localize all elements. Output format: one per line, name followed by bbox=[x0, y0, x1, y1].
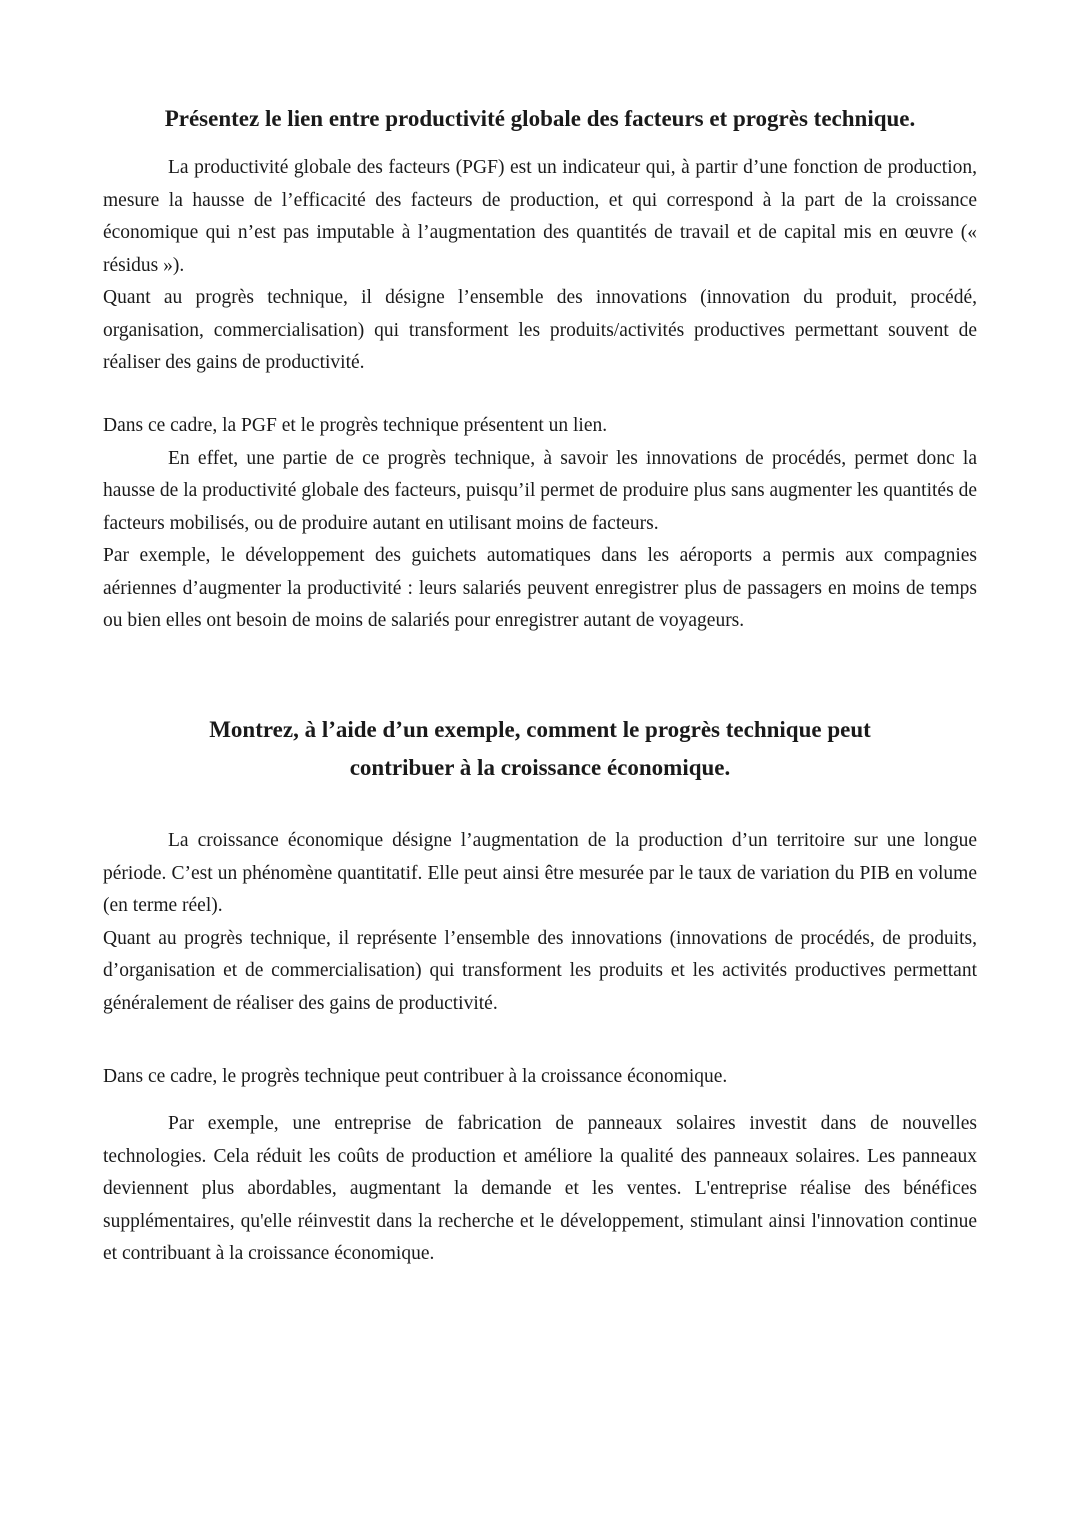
section1-paragraph-pgf: La productivité globale des facteurs (PGF) est un indicateur qui, à partir d’une fonction de production, mesure la hausse de l’efficacité des facteurs de production, et qui correspond à la part de la croissance économique qui n’est pas imputable à l’augmentation des quantités de travail et de capital mis en œuvre (« résidus »). bbox=[103, 157, 977, 276]
section2-paragraph-progres: Quant au progrès technique, il représente l’ensemble des innovations (innovations de procédés, de produits, d’organisation et de commercialisation) qui transforment les produits et les activités productives permettant généralement de réaliser des gains de productivité. bbox=[103, 927, 977, 1014]
section1-analysis bbox=[103, 410, 977, 638]
section1-definitions bbox=[103, 152, 977, 380]
section1-paragraph-progres: Quant au progrès technique, il désigne l’ensemble des innovations (innovation du produit, procédé, organisation, commercialisation) qui transforment les produits/activités productives permettant souvent de réaliser des gains de productivité. bbox=[103, 287, 977, 373]
section1-paragraph-explication: En effet, une partie de ce progrès technique, à savoir les innovations de procédés, permet donc la hausse de la productivité globale des facteurs, puisqu’il permet de produire plus sans augmenter les quantités de facteurs mobilisés, ou de produire autant en utilisant moins de facteurs. bbox=[103, 447, 977, 534]
section2-paragraph-exemple: Par exemple, une entreprise de fabrication de panneaux solaires investit dans de nouvelles technologies. Cela réduit les coûts de production et améliore la qualité des panneaux solaires. Les panneaux deviennent plus abordables, augmentant la demande et les ventes. L'entreprise réalise des bénéfices supplémentaires, qu'elle réinvestit dans la recherche et le développement, stimulant ainsi l'innovation continue et contribuant à la croissance économique. bbox=[103, 1113, 977, 1264]
section2-title-line1: Montrez, à l’aide d’un exemple, comment le progrès technique peut bbox=[209, 717, 871, 742]
section1-paragraph-exemple: Par exemple, le développement des guichets automatiques dans les aéroports a permis aux compagnies aériennes d’augmenter la productivité : leurs salariés peuvent enregistrer plus de passagers en moins de temps ou bien elles ont besoin de moins de salariés pour enregistrer autant de voyageurs. bbox=[103, 545, 977, 631]
section2-title-line2: contribuer à la croissance économique. bbox=[349, 755, 731, 780]
section2-analysis-intro bbox=[103, 1061, 977, 1094]
section2-example bbox=[103, 1108, 977, 1271]
section1-paragraph-lien: Dans ce cadre, la PGF et le progrès technique présentent un lien. bbox=[103, 415, 608, 436]
section2-title bbox=[103, 711, 977, 787]
section1-title: Présentez le lien entre productivité globale des facteurs et progrès technique. bbox=[164, 106, 916, 131]
section2-paragraph-croissance: La croissance économique désigne l’augmentation de la production d’un territoire sur une longue période. C’est un phénomène quantitatif. Elle peut ainsi être mesurée par le taux de variation du PIB en volume (en terme réel). bbox=[103, 830, 977, 916]
section2-paragraph-cadre: Dans ce cadre, le progrès technique peut contribuer à la croissance économique. bbox=[103, 1066, 728, 1087]
section2-definitions bbox=[103, 825, 977, 1020]
